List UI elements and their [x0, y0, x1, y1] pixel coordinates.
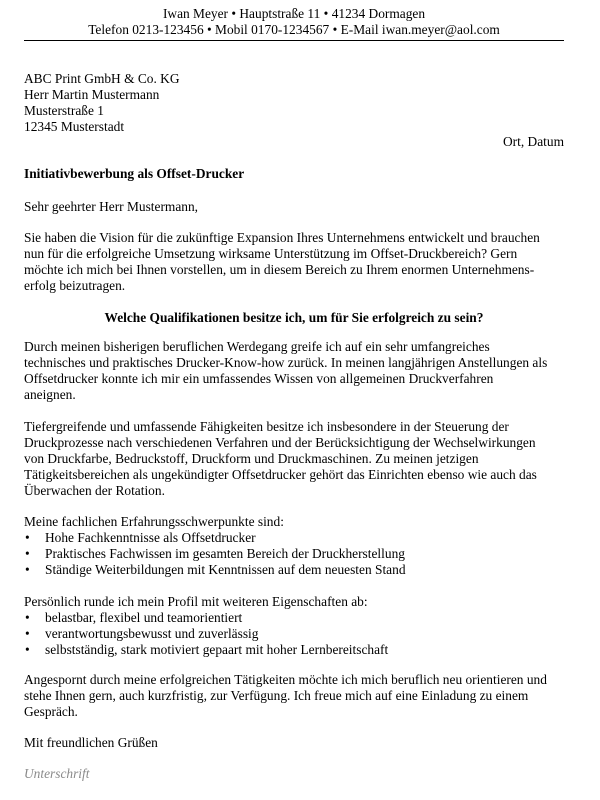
- signature-placeholder: Unterschrift: [24, 766, 90, 781]
- place-date: Ort, Datum: [503, 134, 564, 149]
- bullet-icon: •: [25, 530, 30, 545]
- letterhead: [24, 6, 564, 38]
- salutation: Sehr geehrter Herr Mustermann,: [24, 199, 199, 214]
- list-item-text: Praktisches Fachwissen im gesamten Bereich der Druckherstellung: [45, 546, 405, 561]
- paragraph-line: Gespräch.: [24, 704, 78, 719]
- paragraph-line: möchte ich mich bei Ihnen vorstellen, um in diesem Bereich zu Ihrem enormen Unternehmens-: [24, 262, 535, 277]
- paragraph-line: Offsetdrucker konnte ich mir ein umfassendes Wissen von allgemeinen Druckverfahren: [24, 371, 494, 386]
- list-item: [24, 562, 564, 578]
- list-item-text: belastbar, flexibel und teamorientiert: [45, 610, 243, 625]
- letterhead-address-line: Iwan Meyer • Hauptstraße 11 • 41234 Dormagen: [162, 6, 426, 21]
- intro-paragraph: [24, 230, 564, 294]
- recipient-person: Herr Martin Mustermann: [24, 87, 160, 102]
- traits-intro: Persönlich runde ich mein Profil mit weiteren Eigenschaften ab:: [24, 594, 368, 609]
- paragraph-line: erfolg beizutragen.: [24, 278, 126, 293]
- list-item: [24, 642, 564, 658]
- paragraph-line: Durch meinen bisherigen beruflichen Werdegang greife ich auf ein sehr umfangreiches: [24, 339, 490, 354]
- traits-list: [24, 610, 564, 658]
- bullet-icon: •: [25, 610, 30, 625]
- bullet-icon: •: [25, 626, 30, 641]
- closing-phrase: Mit freundlichen Grüßen: [24, 735, 158, 750]
- paragraph-line: von Druckfarbe, Bedruckstoff, Druckform und Druckmaschinen. Zu meinen jetzigen: [24, 451, 479, 466]
- subject-line: Initiativbewerbung als Offset-Drucker: [24, 166, 245, 181]
- bullet-icon: •: [25, 546, 30, 561]
- paragraph-line: technisches und praktisches Drucker-Know-how zurück. In meinen langjährigen Anstellungen als: [24, 355, 548, 370]
- paragraph-line: stehe Ihnen gern, auch kurzfristig, zur Verfügung. Ich freue mich auf eine Einladung zu einem: [24, 688, 529, 703]
- recipient-city: 12345 Musterstadt: [24, 119, 125, 134]
- paragraph-line: Angespornt durch meine erfolgreichen Tätigkeiten möchte ich mich beruflich neu orientieren und: [24, 672, 547, 687]
- experience-paragraph: [24, 339, 564, 403]
- list-item: [24, 530, 564, 546]
- list-item-text: Ständige Weiterbildungen mit Kenntnissen auf dem neuesten Stand: [45, 562, 406, 577]
- recipient-address: [24, 71, 424, 135]
- bullet-icon: •: [25, 642, 30, 657]
- list-item: [24, 610, 564, 626]
- list-item: [24, 546, 564, 562]
- paragraph-line: aneignen.: [24, 387, 76, 402]
- recipient-company: ABC Print GmbH & Co. KG: [24, 71, 180, 86]
- list-item-text: verantwortungsbewusst und zuverlässig: [45, 626, 259, 641]
- recipient-street: Musterstraße 1: [24, 103, 104, 118]
- qualifications-heading: Welche Qualifikationen besitze ich, um für Sie erfolgreich zu sein?: [104, 310, 484, 325]
- paragraph-line: Überwachen der Rotation.: [24, 483, 165, 498]
- paragraph-line: nun für die erfolgreiche Umsetzung wirksame Unterstützung im Offset-Druckbereich? Gern: [24, 246, 518, 261]
- paragraph-line: Druckprozesse nach verschiedenen Verfahren und der Berücksichtigung der Wechselwirkungen: [24, 435, 536, 450]
- skills-paragraph: [24, 419, 564, 499]
- list-item: [24, 626, 564, 642]
- letterhead-divider: [24, 40, 564, 41]
- list-item-text: selbstständig, stark motiviert gepaart mit hoher Lernbereitschaft: [45, 642, 389, 657]
- list-item-text: Hohe Fachkenntnisse als Offsetdrucker: [45, 530, 256, 545]
- outlook-paragraph: [24, 672, 564, 720]
- bullet-icon: •: [25, 562, 30, 577]
- paragraph-line: Sie haben die Vision für die zukünftige Expansion Ihres Unternehmens entwickelt und brauchen: [24, 230, 540, 245]
- paragraph-line: Tiefergreifende und umfassende Fähigkeiten besitze ich insbesondere in der Steuerung der: [24, 419, 509, 434]
- paragraph-line: Tätigkeitsbereichen als ungekündigter Offsetdrucker gehört das Einrichten ebenso wie auch das: [24, 467, 537, 482]
- letterhead-contact-line: Telefon 0213-123456 • Mobil 0170-1234567 • E-Mail iwan.meyer@aol.com: [88, 22, 500, 37]
- focus-list: [24, 530, 564, 578]
- focus-intro: Meine fachlichen Erfahrungsschwerpunkte sind:: [24, 514, 284, 529]
